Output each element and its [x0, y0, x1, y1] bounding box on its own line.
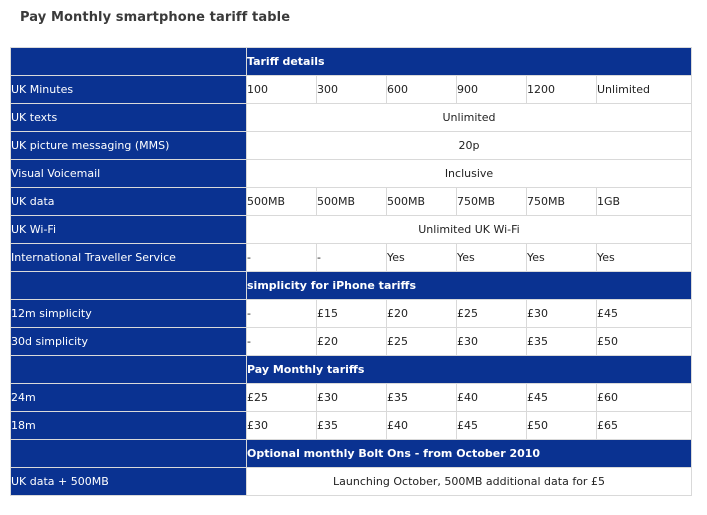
cell-value: £50 — [597, 328, 692, 356]
cell-value: Yes — [527, 244, 597, 272]
cell-value: £30 — [527, 300, 597, 328]
section-header-spacer — [11, 48, 247, 76]
section-header-spacer — [11, 272, 247, 300]
cell-value: Yes — [597, 244, 692, 272]
cell-value: £45 — [597, 300, 692, 328]
section-header-row — [11, 356, 692, 384]
cell-value: £35 — [317, 412, 387, 440]
section-header-row — [11, 440, 692, 468]
cell-value: 750MB — [457, 188, 527, 216]
table-row — [11, 132, 692, 160]
cell-value: 500MB — [247, 188, 317, 216]
cell-value: £40 — [457, 384, 527, 412]
section-heading: Optional monthly Bolt Ons - from October 2010 — [247, 440, 692, 468]
table-row — [11, 76, 692, 104]
row-label: UK picture messaging (MMS) — [11, 132, 247, 160]
table-row — [11, 412, 692, 440]
cell-spanned-value: Launching October, 500MB additional data for £5 — [247, 468, 692, 496]
cell-value: £30 — [317, 384, 387, 412]
cell-value: £30 — [247, 412, 317, 440]
cell-value: - — [317, 244, 387, 272]
cell-spanned-value: Unlimited UK Wi-Fi — [247, 216, 692, 244]
table-row — [11, 160, 692, 188]
row-label: Visual Voicemail — [11, 160, 247, 188]
cell-spanned-value: Inclusive — [247, 160, 692, 188]
section-heading: simplicity for iPhone tariffs — [247, 272, 692, 300]
table-row — [11, 188, 692, 216]
section-header-spacer — [11, 356, 247, 384]
section-heading: Tariff details — [247, 48, 692, 76]
row-label: UK Minutes — [11, 76, 247, 104]
cell-value: £65 — [597, 412, 692, 440]
cell-value: 300 — [317, 76, 387, 104]
cell-value: £35 — [387, 384, 457, 412]
row-label: UK data — [11, 188, 247, 216]
table-row — [11, 384, 692, 412]
cell-value: - — [247, 244, 317, 272]
row-label: UK data + 500MB — [11, 468, 247, 496]
section-header-row — [11, 48, 692, 76]
table-row — [11, 104, 692, 132]
cell-value: £50 — [527, 412, 597, 440]
cell-value: 600 — [387, 76, 457, 104]
cell-value: £20 — [387, 300, 457, 328]
tariff-table — [10, 47, 692, 496]
row-label: 12m simplicity — [11, 300, 247, 328]
cell-value: - — [247, 328, 317, 356]
cell-value: 1GB — [597, 188, 692, 216]
cell-value: £60 — [597, 384, 692, 412]
cell-value: £15 — [317, 300, 387, 328]
cell-value: £45 — [457, 412, 527, 440]
row-label: 18m — [11, 412, 247, 440]
cell-value: Unlimited — [597, 76, 692, 104]
table-row — [11, 244, 692, 272]
section-heading: Pay Monthly tariffs — [247, 356, 692, 384]
cell-value: 750MB — [527, 188, 597, 216]
cell-value: £20 — [317, 328, 387, 356]
row-label: International Traveller Service — [11, 244, 247, 272]
cell-value: £30 — [457, 328, 527, 356]
cell-value: - — [247, 300, 317, 328]
table-row — [11, 328, 692, 356]
cell-value: 1200 — [527, 76, 597, 104]
cell-value: Yes — [457, 244, 527, 272]
table-row — [11, 216, 692, 244]
section-header-row — [11, 272, 692, 300]
cell-value: £25 — [457, 300, 527, 328]
row-label: UK Wi-Fi — [11, 216, 247, 244]
row-label: UK texts — [11, 104, 247, 132]
table-row — [11, 468, 692, 496]
cell-value: 900 — [457, 76, 527, 104]
cell-value: 500MB — [317, 188, 387, 216]
row-label: 24m — [11, 384, 247, 412]
cell-spanned-value: Unlimited — [247, 104, 692, 132]
cell-spanned-value: 20p — [247, 132, 692, 160]
cell-value: £45 — [527, 384, 597, 412]
table-row — [11, 300, 692, 328]
row-label: 30d simplicity — [11, 328, 247, 356]
cell-value: 500MB — [387, 188, 457, 216]
cell-value: Yes — [387, 244, 457, 272]
cell-value: £25 — [387, 328, 457, 356]
cell-value: £40 — [387, 412, 457, 440]
section-header-spacer — [11, 440, 247, 468]
cell-value: 100 — [247, 76, 317, 104]
cell-value: £25 — [247, 384, 317, 412]
page-title: Pay Monthly smartphone tariff table — [20, 10, 291, 25]
cell-value: £35 — [527, 328, 597, 356]
